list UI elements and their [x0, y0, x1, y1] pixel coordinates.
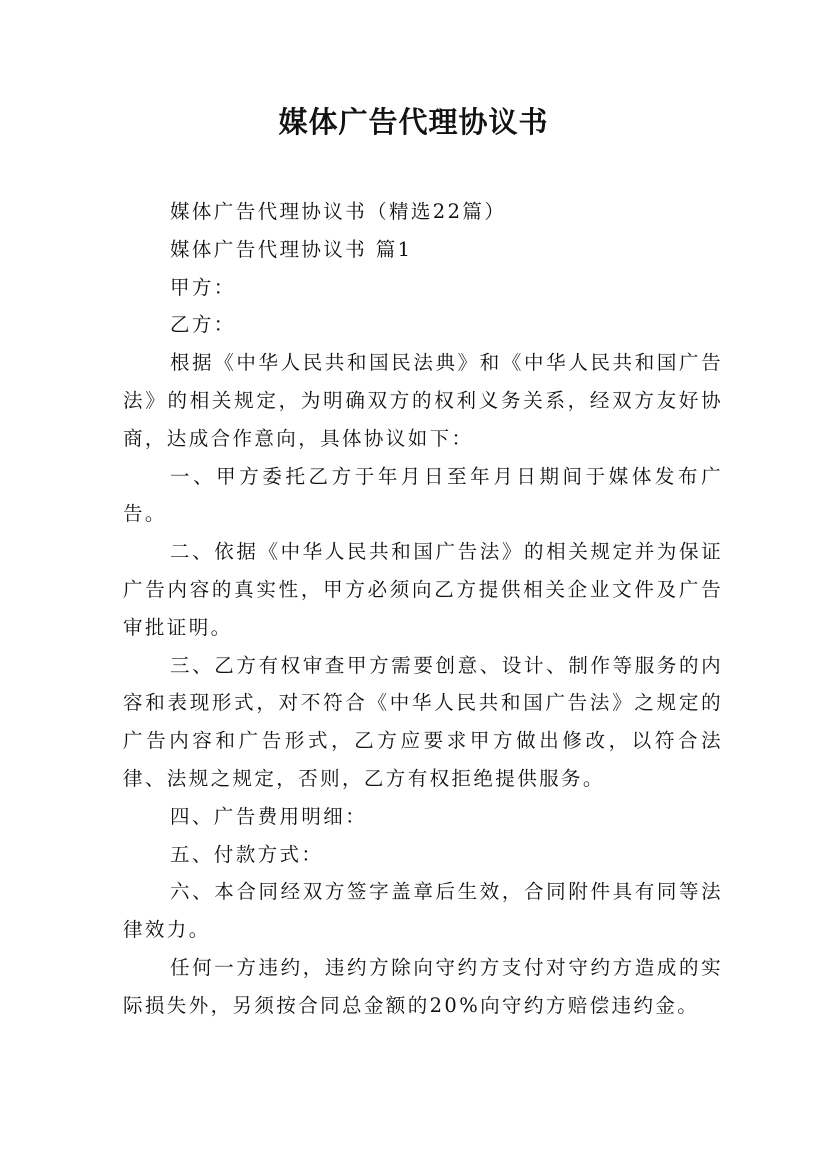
paragraph-section-heading: 媒体广告代理协议书 篇1: [170, 237, 413, 261]
paragraph-clause-1: 一、甲方委托乙方于年月日至年月日期间于媒体发布广告。: [123, 464, 723, 526]
paragraph-preamble: 根据《中华人民共和国民法典》和《中华人民共和国广告法》的相关规定，为明确双方的权利义务关系，经双方友好协商，达成合作意向，具体协议如下：: [123, 351, 723, 450]
paragraph-subtitle: 媒体广告代理协议书（精选22篇）: [170, 200, 507, 223]
paragraph-party-a: 甲方：: [170, 275, 236, 299]
paragraph-clause-3: 三、乙方有权审查甲方需要创意、设计、制作等服务的内容和表现形式，对不符合《中华人民共和国广告法》之规定的广告内容和广告形式，乙方应要求甲方做出修改，以符合法律、法规之规定，否则，乙方有权拒绝提供服务。: [123, 653, 723, 790]
paragraph-clause-5: 五、付款方式：: [170, 842, 324, 866]
document-title: 媒体广告代理协议书: [278, 105, 549, 139]
paragraph-clause-2: 二、依据《中华人民共和国广告法》的相关规定并为保证广告内容的真实性，甲方必须向乙方提供相关企业文件及广告审批证明。: [123, 540, 723, 639]
paragraph-breach: 任何一方违约，违约方除向守约方支付对守约方造成的实际损失外，另须按合同总金额的20%向守约方赔偿违约金。: [123, 955, 723, 1017]
document-body: [123, 193, 723, 1025]
paragraph-clause-4: 四、广告费用明细：: [170, 804, 368, 828]
paragraph-clause-6: 六、本合同经双方签字盖章后生效，合同附件具有同等法律效力。: [123, 880, 723, 942]
paragraph-party-b: 乙方：: [170, 313, 236, 337]
